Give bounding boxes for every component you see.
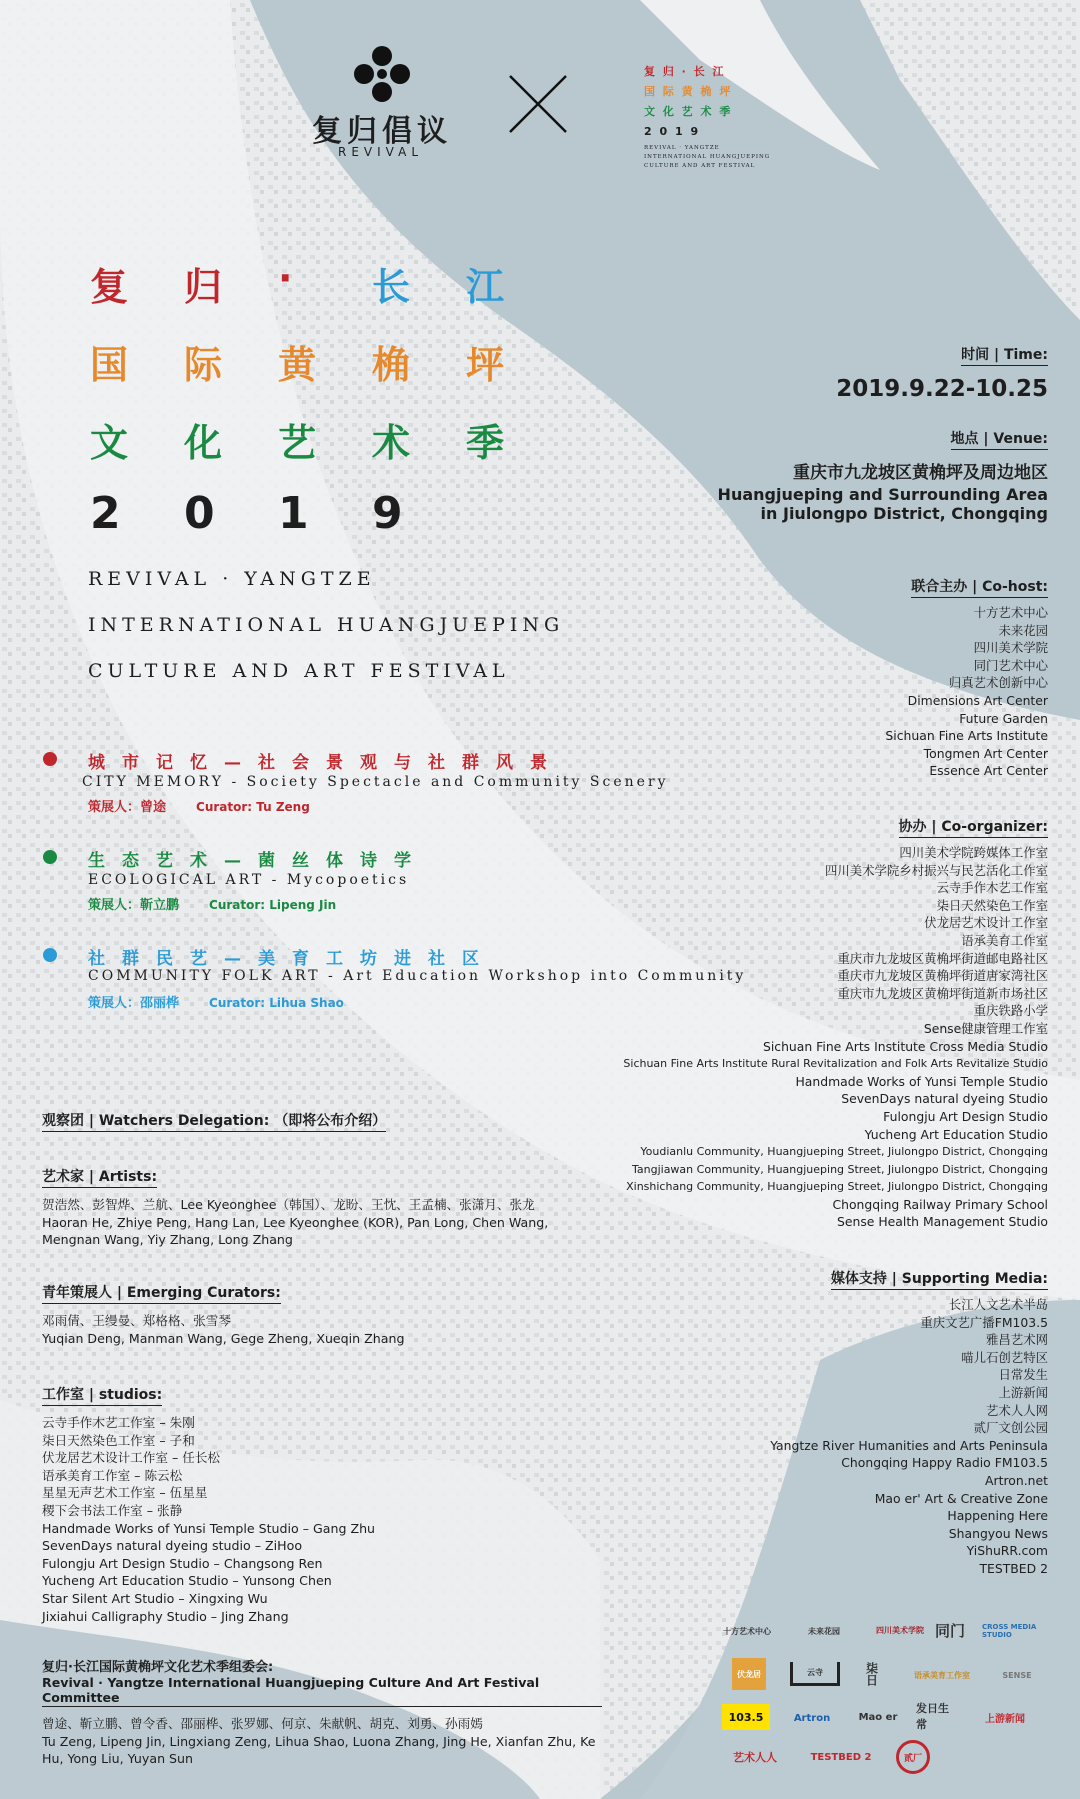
list-item: Handmade Works of Yunsi Temple Studio (795, 1073, 1048, 1089)
list-item: 长江人文艺术半岛 (948, 1297, 1048, 1312)
logo-artron: Artron (793, 1712, 831, 1724)
revival-en: REVIVAL (338, 145, 424, 159)
list-item: Yucheng Art Education Studio – Yunsong Chen (42, 1573, 332, 1589)
section2-en-main: ECOLOGICAL ART (88, 872, 265, 888)
list-item: Shangyou News (948, 1525, 1048, 1541)
coorganizer-list (608, 844, 1048, 1231)
list-item: 日常发生 (998, 1367, 1048, 1383)
list-item: 喵儿石创艺特区 (961, 1349, 1048, 1365)
list-item: 艺术人人网 (986, 1402, 1048, 1418)
list-item: Handmade Works of Yunsi Temple Studio – Gang Zhu (42, 1520, 376, 1536)
title-char: 桷 (372, 343, 411, 387)
title-char: 长 (372, 265, 411, 309)
list-item: Youdianlu Community, Huangjueping Street, Jiulongpo District, Chongqing (640, 1145, 1048, 1159)
cohost-label: 联合主办 | Co-host: (911, 576, 1048, 598)
festival-logo-en2: INTERNATIONAL HUANGJUEPING (644, 154, 771, 160)
list-item: Fulongju Art Design Studio – Changsong Ren (42, 1555, 323, 1571)
list-item: 柒日天然染色工作室 – 子和 (42, 1432, 195, 1448)
list-item: Star Silent Art Studio – Xingxing Wu (42, 1590, 268, 1606)
list-item: SevenDays natural dyeing Studio (841, 1091, 1048, 1107)
list-item: 伏龙居艺术设计工作室 (924, 915, 1048, 931)
studios-list (42, 1414, 462, 1625)
section1-curator-cn: 策展人：曾途 (88, 800, 167, 815)
logo-fulongju: 伏龙居 (732, 1658, 766, 1690)
section1-en-main: CITY MEMORY (82, 774, 224, 790)
coorganizer-label: 协办 | Co-organizer: (899, 816, 1048, 838)
title-char: 复 (90, 265, 129, 309)
logo-happening: 发日生常 (916, 1702, 949, 1731)
list-item: Tangjiawan Community, Huangjueping Street, Jiulongpo District, Chongqing (631, 1162, 1048, 1176)
logo-testbed2: TESTBED 2 (810, 1751, 872, 1763)
committee-en1: Tu Zeng, Lipeng Jin, Lingxiang Zeng, Lihua Shao, Luona Zhang, Jing He, Xianfan Zhu, Ke (42, 1733, 596, 1749)
logo-maoer: Mao er (858, 1711, 898, 1723)
title-char: 1 (278, 488, 309, 539)
section2-curator-cn: 策展人：靳立鹏 (88, 898, 180, 913)
revival-logo-icon (352, 44, 412, 104)
festival-logo-line3: 文 化 艺 术 季 (644, 105, 733, 118)
title-char: 0 (184, 488, 215, 539)
section1-curator (88, 796, 310, 815)
list-item: Yangtze River Humanities and Arts Peninsula (770, 1437, 1048, 1453)
artists-label: 艺术家 | Artists: (42, 1166, 157, 1188)
festival-logo-en1: REVIVAL · YANGTZE (644, 145, 720, 151)
list-item: SevenDays natural dyeing studio – ZiHoo (42, 1538, 303, 1554)
media-label: 媒体支持 | Supporting Media: (831, 1268, 1048, 1290)
cohost-block (668, 576, 1048, 780)
title-en2: INTERNATIONAL HUANGJUEPING (88, 614, 565, 636)
list-item: Happening Here (947, 1508, 1048, 1524)
list-item: Sichuan Fine Arts Institute Rural Revitalization and Folk Arts Revitalize Studio (623, 1057, 1048, 1071)
list-item: 重庆市九龙坡区黄桷坪街道邮电路社区 (837, 950, 1048, 966)
logo-future-garden: 未来花园 (808, 1626, 840, 1636)
logo-fm1035: 103.5 (722, 1704, 770, 1730)
artists-en2: Mengnan Wang, Yiy Zhang, Long Zhang (42, 1232, 293, 1248)
list-item: 四川美术学院乡村振兴与民艺活化工作室 (824, 862, 1048, 878)
list-item: 未来花园 (998, 622, 1048, 638)
list-item: Chongqing Happy Radio FM103.5 (841, 1455, 1048, 1471)
studios-block (42, 1384, 462, 1625)
logo-yishurr: 艺术人人 (733, 1751, 777, 1764)
list-item: Mao er' Art & Creative Zone (874, 1490, 1048, 1506)
committee-label-en: Revival · Yangtze International Huangjueping Culture And Art Festival Committee (42, 1675, 602, 1707)
list-item: Sichuan Fine Arts Institute Cross Media Studio (762, 1038, 1048, 1054)
section3-curator (88, 992, 344, 1011)
title-char: 艺 (278, 421, 317, 465)
media-block (728, 1268, 1048, 1578)
section3-en-sub: - Art Education Workshop into Community (320, 968, 747, 984)
artists-en1: Haoran He, Zhiye Peng, Hang Lan, Lee Kyeonghee (KOR), Pan Long, Chen Wang, (42, 1214, 549, 1230)
logo-sense: SENSE (1002, 1670, 1032, 1680)
title-char: 归 (184, 265, 223, 309)
list-item: 贰厂文创公园 (973, 1420, 1048, 1436)
logo-shifang: 十方艺术中心 (723, 1626, 771, 1636)
list-item: 雅昌艺术网 (986, 1332, 1048, 1348)
studios-label: 工作室 | studios: (42, 1384, 162, 1406)
list-item: 同门艺术中心 (973, 657, 1048, 673)
section3-cn: 社群民艺—美育工坊进社区 (88, 949, 496, 969)
festival-logo-en3: CULTURE AND ART FESTIVAL (644, 163, 756, 169)
media-list (728, 1296, 1048, 1578)
list-item: 星星无声艺术工作室 – 伍星星 (42, 1485, 208, 1501)
title-char: 际 (184, 343, 223, 387)
emerging-block (42, 1282, 482, 1347)
venue-block (718, 428, 1048, 523)
logo-yunsi: 云寺 (790, 1662, 840, 1686)
logo-tongmen: 同门 (934, 1621, 965, 1640)
list-item: 四川美术学院跨媒体工作室 (899, 845, 1048, 860)
section1-cn: 城市记忆—社会景观与社群风景 (88, 753, 564, 773)
committee-block (42, 1656, 602, 1768)
title-en1: REVIVAL · YANGTZE (88, 568, 376, 590)
time-value: 2019.9.22-10.25 (836, 376, 1048, 402)
festival-logo-line2: 国 际 黄 桷 坪 (644, 85, 733, 98)
logo-erchang: 贰厂 (896, 1740, 930, 1774)
logo-shangyou: 上游新闻 (985, 1713, 1025, 1725)
list-item: 语承美育工作室 (961, 932, 1048, 948)
list-item: Jixiahui Calligraphy Studio – Jing Zhang (42, 1608, 289, 1624)
title-char: 化 (184, 421, 223, 465)
cross-icon (506, 72, 570, 136)
cohost-list (668, 604, 1048, 780)
title-char: 2 (90, 488, 121, 539)
list-item: Chongqing Railway Primary School (832, 1196, 1048, 1212)
title-line2 (90, 334, 560, 389)
list-item: Future Garden (959, 710, 1048, 726)
list-item: Essence Art Center (929, 763, 1048, 779)
title-char: 江 (466, 265, 505, 309)
committee-en2: Hu, Yong Liu, Yuyan Sun (42, 1751, 194, 1767)
list-item: 四川美术学院 (973, 640, 1048, 656)
watchers-label: 观察团 | Watchers Delegation: （即将公布介绍） (42, 1110, 386, 1132)
time-label: 时间 | Time: (961, 344, 1048, 366)
coorganizer-block (608, 816, 1048, 1231)
title-char: 术 (372, 421, 411, 465)
list-item: 上游新闻 (998, 1384, 1048, 1400)
section2-curator (88, 894, 336, 913)
festival-logo-line4: 2 0 1 9 (644, 125, 701, 138)
festival-logo (644, 62, 770, 171)
section2-curator-en: Curator: Lipeng Jin (209, 898, 337, 912)
revival-cn: 复归倡议 (312, 114, 452, 149)
venue-en2: in Jiulongpo District, Chongqing (760, 504, 1048, 523)
list-item: Yucheng Art Education Studio (864, 1126, 1048, 1142)
list-item: 十方艺术中心 (973, 605, 1048, 620)
list-item: Tongmen Art Center (923, 745, 1048, 761)
title-char: 文 (90, 421, 129, 465)
list-item: TESTBED 2 (979, 1560, 1048, 1576)
list-item: Sense健康管理工作室 (923, 1020, 1048, 1036)
section2-en-sub: - Mycopoetics (264, 872, 410, 888)
list-item: Sichuan Fine Arts Institute (885, 728, 1048, 744)
list-item: 稷下会书法工作室 – 张静 (42, 1502, 183, 1518)
list-item: 伏龙居艺术设计工作室 – 任长松 (42, 1450, 221, 1466)
committee-cn: 曾途、靳立鹏、曾令香、邵丽桦、张罗娜、何京、朱献帆、胡克、刘勇、孙雨嫣 (42, 1716, 483, 1731)
committee-label-cn: 复归·长江国际黄桷坪文化艺术季组委会: (42, 1660, 274, 1675)
section-dot-red (43, 752, 57, 766)
venue-en1: Huangjueping and Surrounding Area (717, 485, 1048, 504)
title-char: · (278, 256, 293, 300)
venue-label: 地点 | Venue: (951, 428, 1048, 450)
artists-cn: 贺浩然、彭智烨、兰航、Lee Kyeonghee（韩国）、龙盼、王忱、王孟楠、张潇月、张龙 (42, 1197, 535, 1212)
list-item: 重庆市九龙坡区黄桷坪街道唐家湾社区 (837, 968, 1048, 984)
title-year (90, 488, 466, 539)
list-item: Sense Health Management Studio (836, 1214, 1048, 1230)
title-char: 季 (466, 421, 505, 465)
list-item: Artron.net (985, 1472, 1048, 1488)
festival-logo-line1: 复 归 · 长 江 (644, 65, 726, 78)
list-item: 语承美育工作室 – 陈云松 (42, 1467, 183, 1483)
section-dot-green (43, 850, 57, 864)
section3-curator-en: Curator: Lihua Shao (209, 996, 344, 1010)
section2-en (88, 872, 409, 888)
venue-cn: 重庆市九龙坡区黄桷坪及周边地区 (793, 463, 1048, 483)
list-item: 重庆铁路小学 (973, 1003, 1048, 1019)
list-item: 归真艺术创新中心 (948, 675, 1048, 691)
title-char: 国 (90, 343, 129, 387)
title-char: 9 (372, 488, 403, 539)
section1-en (82, 774, 669, 790)
artists-block (42, 1166, 562, 1249)
list-item: 柒日天然染色工作室 (936, 897, 1048, 913)
section3-curator-cn: 策展人：邵丽桦 (88, 996, 180, 1011)
section1-curator-en: Curator: Tu Zeng (196, 800, 310, 814)
section-dot-blue (43, 948, 57, 962)
emerging-cn: 邓雨倩、王缦曼、郑格格、张雪琴 (42, 1313, 231, 1328)
title-char: 黄 (278, 343, 317, 387)
list-item: 云寺手作木艺工作室 – 朱刚 (42, 1415, 195, 1430)
title-en3: CULTURE AND ART FESTIVAL (88, 660, 510, 682)
logo-cross-media: CROSS MEDIA STUDIO (982, 1623, 1037, 1639)
logo-sichuan-fine-arts: 四川美术学院 (876, 1625, 924, 1635)
list-item: YiShuRR.com (966, 1543, 1048, 1559)
list-item: Xinshichang Community, Huangjueping Street, Jiulongpo District, Chongqing (626, 1180, 1048, 1194)
list-item: Dimensions Art Center (907, 692, 1048, 708)
list-item: Fulongju Art Design Studio (883, 1108, 1048, 1124)
logo-qiri: 柒日 (864, 1662, 879, 1686)
emerging-label: 青年策展人 | Emerging Curators: (42, 1282, 281, 1304)
title-line3 (90, 412, 560, 467)
section1-en-sub: - Society Spectacle and Community Scenery (224, 774, 669, 790)
title-line1 (90, 256, 560, 311)
list-item: 云寺手作木艺工作室 (936, 880, 1048, 896)
emerging-en: Yuqian Deng, Manman Wang, Gege Zheng, Xueqin Zhang (42, 1330, 405, 1346)
time-block (836, 344, 1048, 402)
title-char: 坪 (466, 343, 505, 387)
logo-yucheng: 语承美育工作室 (914, 1670, 970, 1680)
list-item: 重庆文艺广播FM103.5 (920, 1314, 1048, 1330)
list-item: 重庆市九龙坡区黄桷坪街道新市场社区 (837, 985, 1048, 1001)
section3-en-main: COMMUNITY FOLK ART (88, 968, 321, 984)
section2-cn: 生态艺术—菌丝体诗学 (88, 851, 428, 871)
